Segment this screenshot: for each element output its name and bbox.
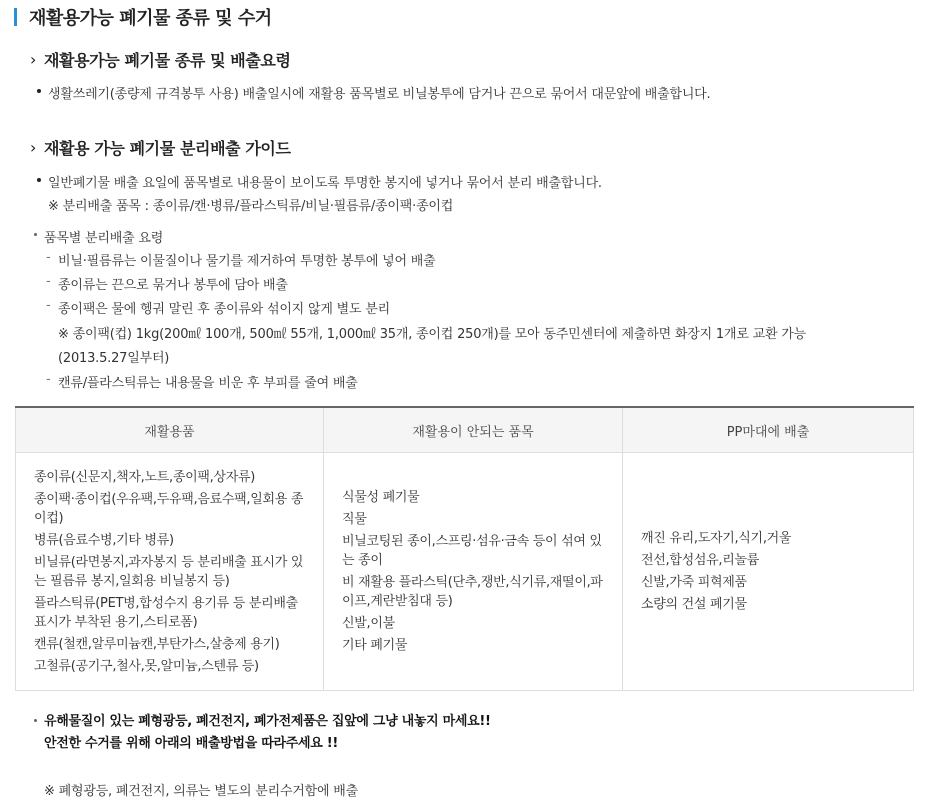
section-heading-1 [30, 48, 291, 71]
page-title [14, 4, 272, 30]
chevron-right-icon: › [30, 138, 36, 157]
recycling-guide-table [15, 406, 914, 691]
section-heading-1-text: 재활용가능 폐기물 종류 및 배출요령 [44, 51, 291, 70]
table-header-row [16, 407, 914, 453]
table-cell-item: 비 재활용 플라스틱(단추,쟁반,식기류,재떨이,파이프,계란받침대 등) [342, 575, 603, 609]
table-cell-item: 캔류(철캔,알루미늄캔,부탄가스,살충제 용기) [34, 636, 280, 652]
dash-icon: - [46, 250, 51, 265]
page-title-text: 재활용가능 폐기물 종류 및 수거 [29, 8, 272, 29]
disposal-note: ※ 폐형광등, 폐건전지, 의류는 별도의 분리수거함에 배출 [44, 784, 359, 799]
list-item: 종이류는 끈으로 묶거나 봉투에 담아 배출 [58, 278, 288, 293]
table-cell-item: 깨진 유리,도자기,식기,거울 [641, 531, 792, 546]
recyclables-cell [16, 453, 324, 691]
dash-icon: - [46, 372, 51, 387]
table-row [16, 453, 914, 691]
section1-bullet-text: 생활쓰레기(종량제 규격봉투 사용) 배출일시에 재활용 품목별로 비닐봉투에 담거나 끈으로 묶어서 대문앞에 배출합니다. [48, 87, 711, 102]
table-header: 재활용이 안되는 품목 [324, 407, 623, 453]
title-accent-bar [14, 8, 17, 26]
non-recyclables-cell [324, 453, 623, 691]
hazard-warning [44, 711, 491, 755]
table-cell-item: 소량의 건설 폐기물 [641, 597, 747, 612]
pp-bag-cell [623, 453, 914, 691]
section-heading-2-text: 재활용 가능 폐기물 분리배출 가이드 [44, 139, 291, 158]
list-item: 비닐·필름류는 이물질이나 물기를 제거하여 투명한 봉투에 넣어 배출 [58, 254, 436, 269]
table-cell-item: 신발,이불 [342, 616, 395, 631]
table-cell-item: 병류(음료수병,기타 병류) [34, 532, 174, 548]
section2-bullet-note: ※ 분리배출 품목 : 종이류/캔·병류/플라스틱류/비닐·필름류/종이팩·종이컵 [48, 199, 454, 214]
list-item-note-date: (2013.5.27일부터) [58, 351, 170, 366]
warning-line-1: 유해물질이 있는 폐형광등, 폐건전지, 폐가전제품은 집앞에 그냥 내놓지 마세요!! [44, 714, 491, 729]
table-cell-item: 종이류(신문지,책자,노트,종이팩,상자류) [34, 469, 256, 485]
list-item: 캔류/플라스틱류는 내용물을 비운 후 부피를 줄여 배출 [58, 376, 358, 391]
table-header: PP마대에 배출 [623, 407, 914, 453]
table-cell-item: 직물 [342, 512, 367, 527]
dash-icon: - [46, 298, 51, 313]
table-cell-item: 전선,합성섬유,리놀륨 [641, 553, 759, 568]
list-item: 종이팩은 물에 헹궈 말린 후 종이류와 섞이지 않게 별도 분리 [58, 302, 390, 317]
table-cell-item: 신발,가죽 피혁제품 [641, 575, 747, 590]
table-cell-item: 기타 폐기물 [342, 638, 408, 653]
warning-line-2: 안전한 수거를 위해 아래의 배출방법을 따라주세요 !! [44, 736, 339, 751]
section2-bullet-text: 일반폐기물 배출 요일에 품목별로 내용물이 보이도록 투명한 봉지에 넣거나 묶어서 분리 배출합니다. [48, 176, 602, 191]
table-header: 재활용품 [16, 407, 324, 453]
table-cell-item: 종이팩·종이컵(우유팩,두유팩,음료수팩,일회용 종이컵) [34, 491, 304, 526]
table-cell-item: 비닐류(라면봉지,과자봉지 등 분리배출 표시가 있는 필름류 봉지,일회용 비닐봉지 등) [34, 554, 304, 589]
table-cell-item: 식물성 폐기물 [342, 490, 420, 505]
list-item-note: ※ 종이팩(컵) 1kg(200㎖ 100개, 500㎖ 55개, 1,000㎖ 35개, 종이컵 250개)를 모아 동주민센터에 제출하면 화장지 1개로 교환 가능 [58, 327, 806, 342]
table-cell-item: 고철류(공기구,철사,못,알미늄,스텐류 등) [34, 658, 259, 674]
bullet-icon [37, 178, 41, 182]
bullet-icon [34, 233, 37, 236]
table-cell-item: 비닐코팅된 종이,스프링·섬유·금속 등이 섞여 있는 종이 [342, 534, 602, 568]
chevron-right-icon: › [30, 50, 36, 69]
sub-heading: 품목별 분리배출 요령 [44, 231, 164, 246]
dash-icon: - [46, 274, 51, 289]
bullet-icon [37, 89, 41, 93]
bullet-icon [34, 719, 37, 722]
section-heading-2 [30, 136, 291, 159]
table-cell-item: 플라스틱류(PET병,합성수지 용기류 등 분리배출 표시가 부착된 용기,스티로폼) [34, 595, 298, 630]
